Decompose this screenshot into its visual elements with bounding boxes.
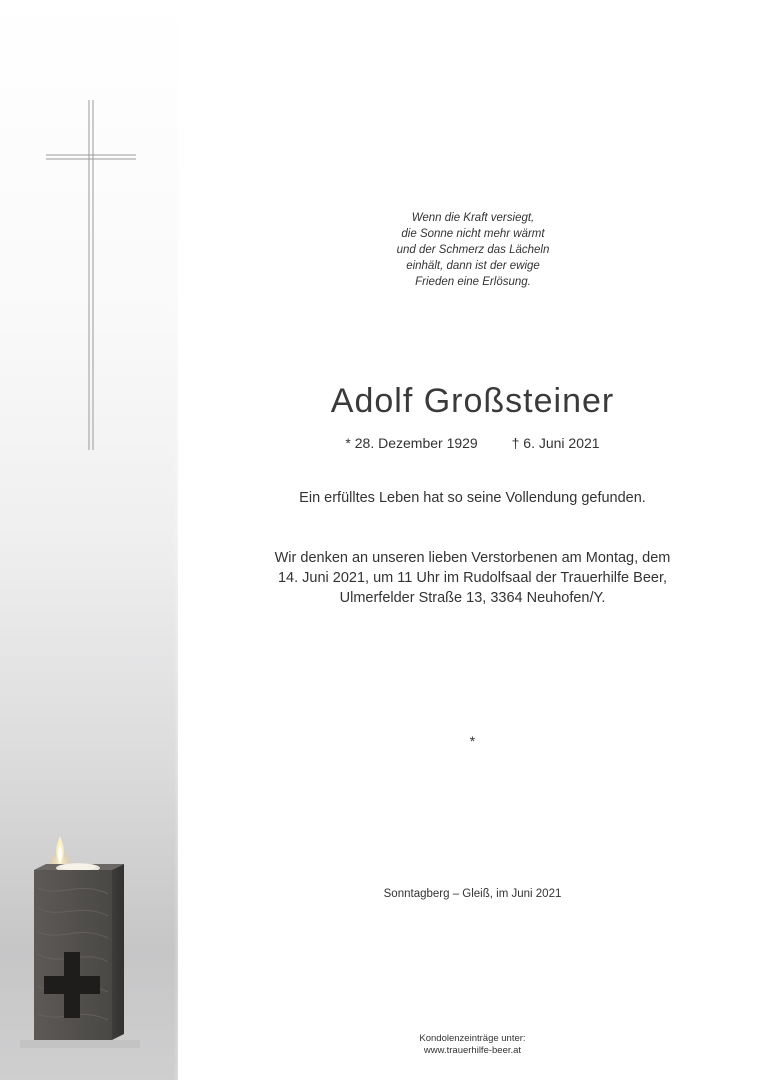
quote-line: Wenn die Kraft versiegt,	[411, 212, 535, 224]
memorial-quote	[278, 210, 668, 290]
quote-line: einhält, dann ist der ewige	[406, 260, 540, 272]
birth-date: * 28. Dezember 1929	[345, 435, 478, 451]
deceased-name: Adolf Großsteiner	[330, 382, 615, 420]
star-symbol: *	[469, 733, 476, 749]
funeral-notice	[200, 548, 745, 608]
notice-line: 14. Juni 2021, um 11 Uhr im Rudolfsaal der Trauerhilfe Beer,	[277, 570, 668, 586]
notice-line: Ulmerfelder Straße 13, 3364 Neuhofen/Y.	[339, 590, 606, 606]
life-dates	[200, 435, 745, 451]
condolence-label: Kondolenzeinträge unter:	[419, 1033, 526, 1044]
cross-icon	[46, 100, 136, 450]
tagline: Ein erfülltes Leben hat so seine Vollendung gefunden.	[299, 490, 646, 506]
place-and-date: Sonntagberg – Gleiß, im Juni 2021	[383, 888, 562, 900]
quote-line: und der Schmerz das Lächeln	[396, 244, 550, 256]
candle-icon	[20, 828, 140, 1048]
death-date: † 6. Juni 2021	[511, 435, 600, 451]
quote-line: die Sonne nicht mehr wärmt	[401, 228, 545, 240]
side-panel-fade	[150, 0, 190, 1080]
condolence-footer	[200, 1033, 745, 1057]
quote-line: Frieden eine Erlösung.	[415, 276, 531, 288]
notice-line: Wir denken an unseren lieben Verstorbenen am Montag, dem	[274, 550, 671, 566]
condolence-url[interactable]: www.trauerhilfe-beer.at	[423, 1045, 522, 1056]
